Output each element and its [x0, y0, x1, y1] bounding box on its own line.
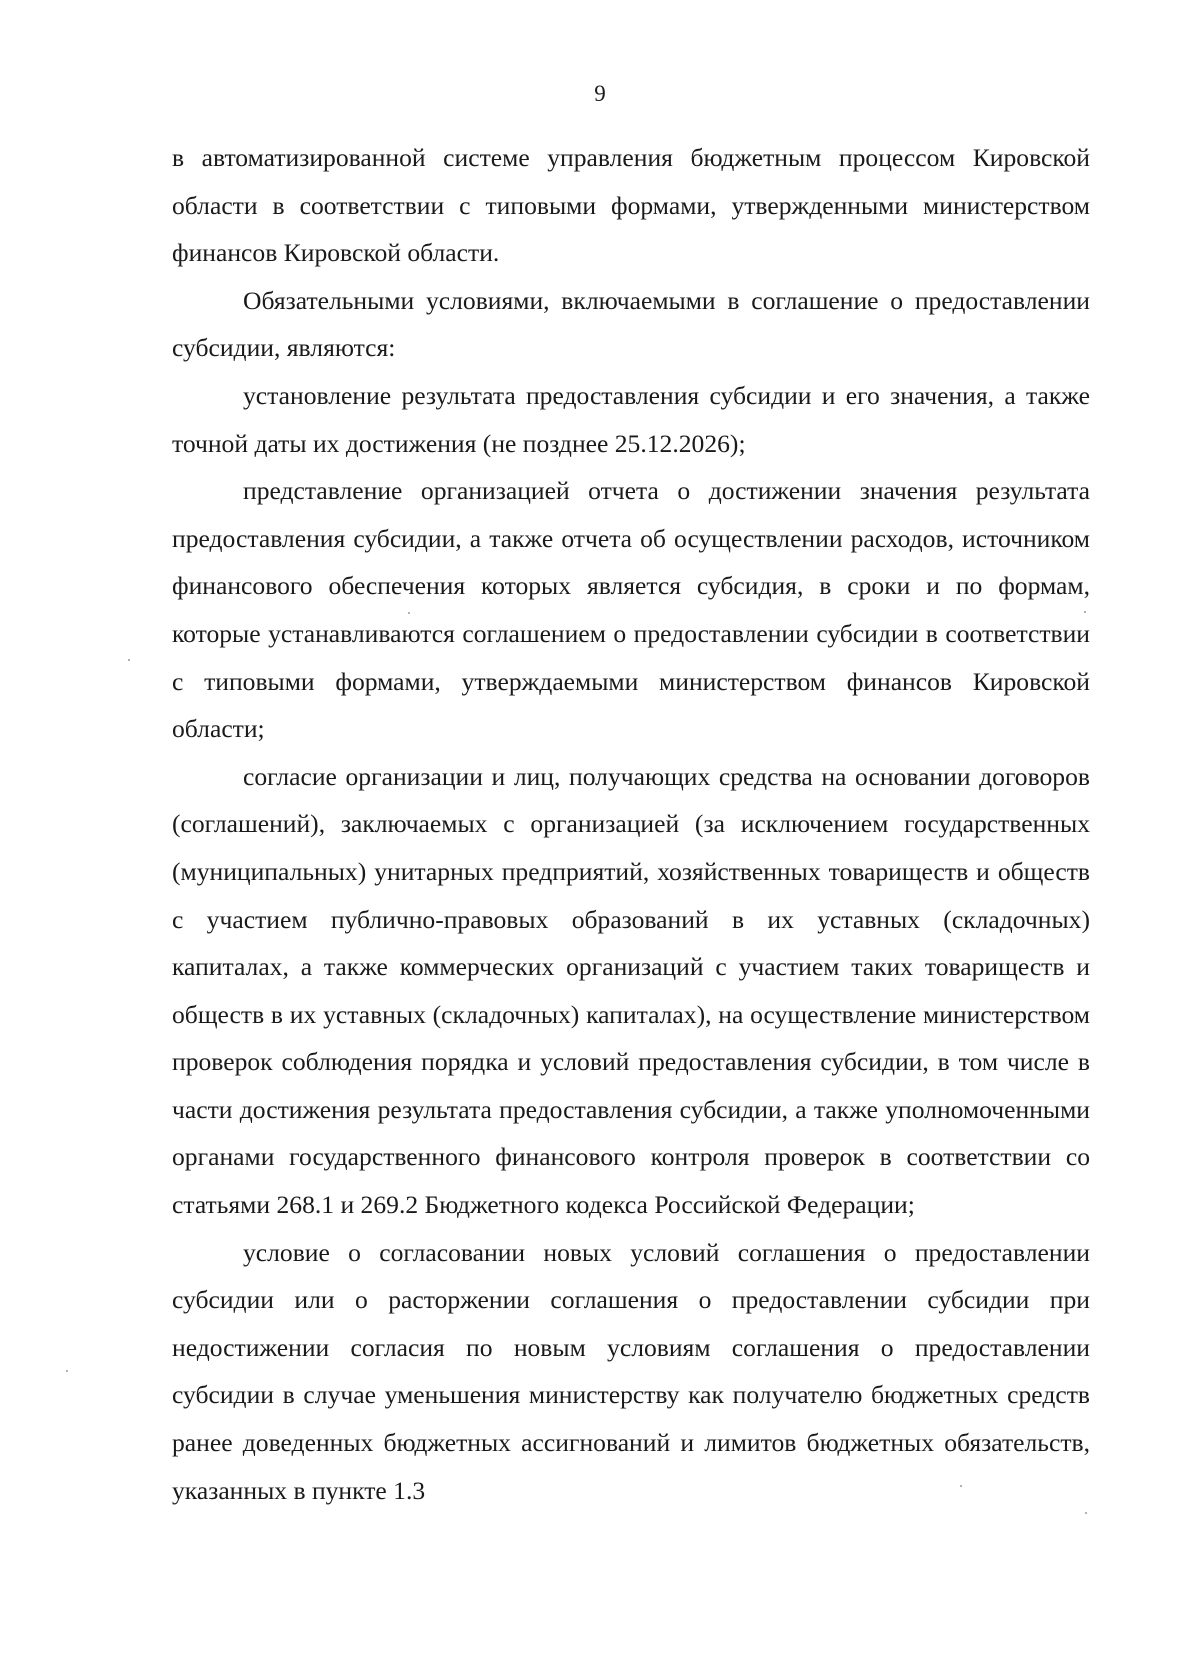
scan-speck [408, 612, 410, 614]
scan-speck [960, 1485, 962, 1487]
scan-speck [1085, 1512, 1087, 1514]
scan-speck [128, 659, 130, 661]
paragraph-consent-to-inspections: согласие организации и лиц, получающих средства на основании договоров (соглашений), заключаемых с организацией (за исключением государственных (муниципальных) унитарных предприятий, хозяйственных товариществ и обществ с участием публично-правовых образований в их уставных (складочных) капиталах, а также коммерческих организаций с участием таких товариществ и обществ в их уставных (складочных) капиталах), на осуществление министерством проверок соблюдения порядка и условий предоставления субсидии, в том числе в части достижения результата предоставления субсидии, а также уполномоченными органами государственного финансового контроля проверок в соответствии со статьями 268.1 и 269.2 Бюджетного кодекса Российской Федерации; [172, 761, 1090, 1220]
paragraph-report-submission: представление организацией отчета о достижении значения результата предоставления субсидии, а также отчета об осуществлении расходов, источником финансового обеспечения которых является субсидия, в сроки и по формам, которые устанавливаются соглашением о предоставлении субсидии в соответствии с типовыми формами, утверждаемыми министерством финансов Кировской области; [172, 476, 1090, 744]
paragraph-mandatory-conditions-intro: Обязательными условиями, включаемыми в соглашение о предоставлении субсидии, являются: [172, 285, 1090, 363]
page-number: 9 [594, 81, 606, 106]
paragraph-result-establishment: установление результата предоставления субсидии и его значения, а также точной даты их достижения (не позднее 25.12.2026); [172, 380, 1090, 458]
scan-speck [66, 1370, 68, 1372]
document-body [172, 134, 1090, 1514]
paragraph-continuation: в автоматизированной системе управления бюджетным процессом Кировской области в соответствии с типовыми формами, утвержденными министерством финансов Кировской области. [172, 143, 1090, 268]
paragraph-new-conditions-agreement: условие о согласовании новых условий соглашения о предоставлении субсидии или о расторжении соглашения о предоставлении субсидии при недостижении согласия по новым условиям соглашения о предоставлении субсидии в случае уменьшения министерству как получателю бюджетных средств ранее доведенных бюджетных ассигнований и лимитов бюджетных обязательств, указанных в пункте 1.3 [172, 1237, 1090, 1505]
scan-speck [1084, 611, 1086, 613]
